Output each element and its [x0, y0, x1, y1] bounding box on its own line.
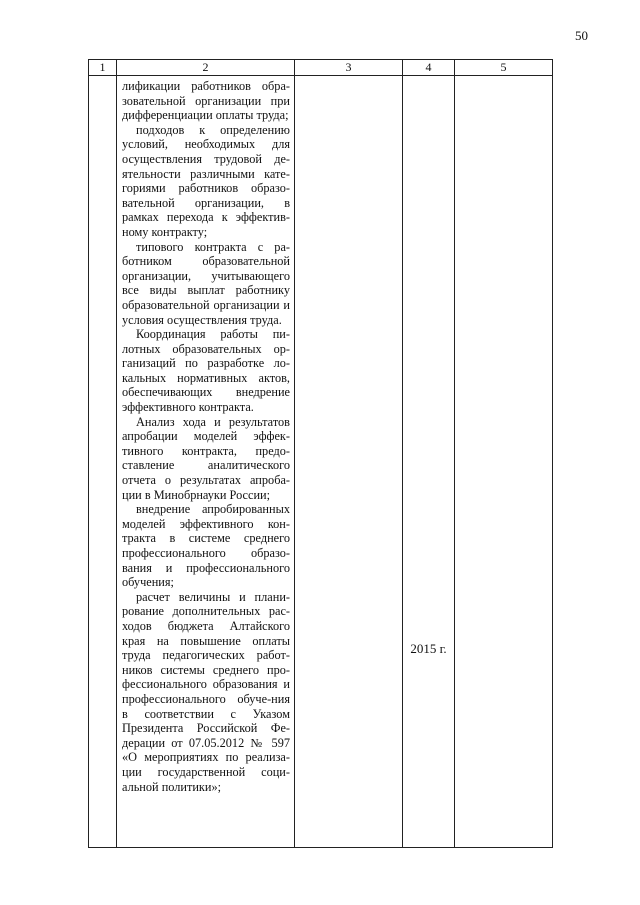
activity-paragraph: лификации работников обра-зовательной организации при дифференциации оплаты труда; — [122, 79, 290, 123]
cell-col-5 — [455, 76, 553, 848]
activity-paragraph: Координация работы пи-лотных образовательных ор-ганизаций по разработке ло-кальных нормативных актов, обеспечивающих внедрение эффективного контракта. — [122, 327, 290, 415]
activity-paragraph: расчет величины и плани-рование дополнительных рас-ходов бюджета Алтайского края на повышение оплаты труда педагогических работ-ников системы среднего про-фессионального образования и профессионального обуче-ния в соответствии с Указом Президента Российской Фе-дерации от 07.05.2012 № 597 «О мероприятиях по реализа-ции государственной соци-альной политики»; — [122, 589, 290, 794]
column-header-1: 1 — [89, 60, 117, 76]
column-header-2: 2 — [117, 60, 295, 76]
cell-col-4-deadline — [403, 76, 455, 848]
column-header-5: 5 — [455, 60, 553, 76]
page-number: 50 — [575, 28, 588, 43]
table-row — [89, 76, 553, 848]
activity-paragraph: внедрение апробированных моделей эффективного кон-тракта в системе среднего профессионального образо-вания и профессионального обучения; — [122, 502, 290, 590]
column-header-3: 3 — [295, 60, 403, 76]
deadline-text: 2015 г. — [410, 641, 447, 656]
column-header-4: 4 — [403, 60, 455, 76]
cell-col-1 — [89, 76, 117, 848]
activity-paragraph: Анализ хода и результатов апробации моделей эффек-тивного контракта, предо-ставление аналитического отчета о результатах апроба-ции в Минобрнауки России; — [122, 414, 290, 502]
cell-col-2-activities — [117, 76, 295, 848]
table-header-row — [89, 60, 553, 76]
activity-paragraph: типового контракта с ра-ботником образовательной организации, учитывающего все виды выплат работнику образовательной организации и условия осуществления труда. — [122, 239, 290, 327]
activity-paragraph: подходов к определению условий, необходимых для осуществления трудовой де-ятельности различными кате-гориями работников образо-вательной организации, в рамках перехода к эффектив-ному контракту; — [122, 122, 290, 239]
cell-col-3 — [295, 76, 403, 848]
document-table — [88, 59, 553, 848]
